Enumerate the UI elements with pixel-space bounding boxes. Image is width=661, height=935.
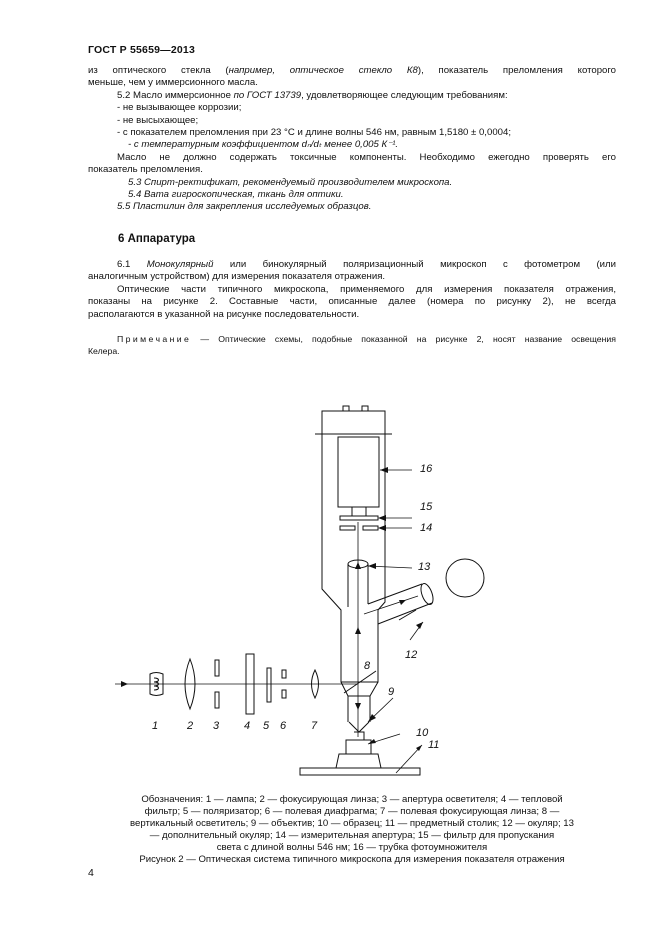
text-line: 5.3 Спирт-ректификат, рекомендуемый производителем микроскопа.: [128, 176, 453, 188]
text-line: Примечание — Оптические схемы, подобные показанной на рисунке 2, носят название освещения: [117, 334, 616, 344]
figure-label: 1: [152, 720, 159, 732]
text-line: показатель преломления.: [88, 164, 203, 176]
figure-label: 6: [280, 720, 287, 732]
specimen: [346, 740, 371, 754]
arrow-head: [399, 600, 406, 605]
housing-top-connectors: [343, 406, 368, 411]
filter-holder: [352, 507, 366, 516]
text-line: - не вызывающее коррозии;: [117, 102, 242, 114]
illuminator-aperture-top: [215, 660, 219, 676]
arrow-head: [416, 622, 423, 629]
objective-barrel: [348, 696, 370, 722]
text-line: Келера.: [88, 346, 120, 357]
housing-top-cap: [322, 411, 385, 434]
section-heading: 6 Аппаратура: [118, 233, 196, 245]
photomultiplier-tube: [338, 437, 379, 507]
field-diaphragm-bottom: [282, 690, 286, 698]
figure-label: 16: [420, 463, 433, 475]
figure-label: 7: [311, 720, 318, 732]
microscope-diagram: [110, 392, 490, 784]
arrow-head: [368, 563, 376, 569]
measuring-aperture-right: [363, 526, 378, 530]
legend-line: Обозначения: 1 — лампа; 2 — фокусирующая линза; 3 — апертура осветителя; 4 — тепловой: [141, 794, 563, 805]
eyepiece-rim: [419, 582, 436, 606]
text-line: - с температурным коэффициентом dₙ/dₜ менее 0,005 К⁻¹.: [128, 139, 399, 151]
arrow-head: [355, 627, 361, 634]
arrow-head: [355, 562, 361, 569]
specimen-block: [336, 754, 381, 768]
arrow-head: [121, 681, 128, 687]
body-text-section-6: [88, 259, 616, 321]
text-line: - с показателем преломления при 23 °С и длине волны 546 нм, равным 1,5180 ± 0,0004;: [117, 126, 511, 138]
text-line: - не высыхающее;: [117, 114, 199, 126]
figure-label: 13: [418, 561, 431, 573]
document-header: ГОСТ Р 55659—2013: [88, 44, 196, 56]
figure-label: 3: [213, 720, 220, 732]
figure-label: 14: [420, 522, 433, 534]
measuring-aperture-left: [340, 526, 355, 530]
note-block: [88, 334, 616, 359]
text-line: Масло не должно содержать токсичные компоненты. Необходимо ежегодно проверять его: [117, 151, 616, 163]
text-line: 6.1 Монокулярный или бинокулярный поляризационный микроскоп с фотометром (или: [117, 259, 616, 270]
figure-label: 15: [420, 501, 433, 513]
figure-label: 11: [428, 739, 440, 751]
figure-label: 4: [244, 720, 251, 732]
page-number: 4: [88, 867, 94, 879]
objective-tip: [349, 722, 369, 732]
arrow-head: [378, 515, 386, 521]
figure-label: 12: [405, 649, 418, 661]
eye-icon: [446, 559, 484, 597]
figure-label: 2: [187, 720, 194, 732]
text-line: 5.5 Пластилин для закрепления исследуемых образцов.: [117, 201, 372, 213]
text-line: аналогичным устройством) для измерения показателя отражения.: [88, 271, 386, 283]
text-line: 5.4 Вата гигроскопическая, ткань для оптики.: [128, 188, 344, 200]
figure-label: 8: [364, 660, 371, 672]
figure-caption: Рисунок 2 — Оптическая система типичного микроскопа для измерения показателя отражения: [139, 854, 565, 865]
text-line: располагаются в указанной на рисунке последовательности.: [88, 308, 360, 320]
figure-label: 9: [388, 686, 395, 698]
filter-546: [340, 516, 378, 520]
text-line: Оптические части типичного микроскопа, применяемого для измерения показателя отражения,: [117, 283, 616, 295]
figure-label: 10: [416, 727, 429, 739]
microscope-body-outline: [322, 434, 385, 682]
arrow-head: [355, 703, 361, 710]
microscope-stage: [300, 768, 420, 775]
arrow-head: [378, 525, 386, 531]
arrow-head: [380, 467, 388, 473]
text-line: 5.2 Масло иммерсионное по ГОСТ 13739, удовлетворяющее следующим требованиям:: [117, 89, 508, 101]
text-line: из оптического стекла (например, оптическое стекло К8), показатель преломления которого: [88, 65, 616, 76]
text-line: показаны на рисунке 2. Составные части, описанные далее (номера по рисунку 2), не всегда: [88, 296, 616, 308]
legend-line: вертикальный осветитель; 9 — объектив; 10 — образец; 11 — предметный столик; 12 — окуляр; 13: [130, 818, 574, 829]
legend-line: фильтр; 5 — поляризатор; 6 — полевая диафрагма; 7 — полевая фокусирующая линза; 8 —: [144, 806, 560, 817]
body-text-section-5: [88, 65, 616, 214]
text-line: меньше, чем у иммерсионного масла.: [88, 77, 258, 89]
figure-legend: [88, 794, 616, 866]
figure-label: 5: [263, 720, 270, 732]
polarizer: [267, 668, 271, 702]
specimen-mount: [354, 732, 364, 740]
legend-line: — дополнительный окуляр; 14 — измерительная апертура; 15 — фильтр для пропускания: [149, 830, 555, 841]
illuminator-aperture-bottom: [215, 692, 219, 708]
field-diaphragm-top: [282, 670, 286, 678]
legend-line: света с длиной волны 546 нм; 16 — трубка фотоумножителя: [216, 842, 488, 853]
